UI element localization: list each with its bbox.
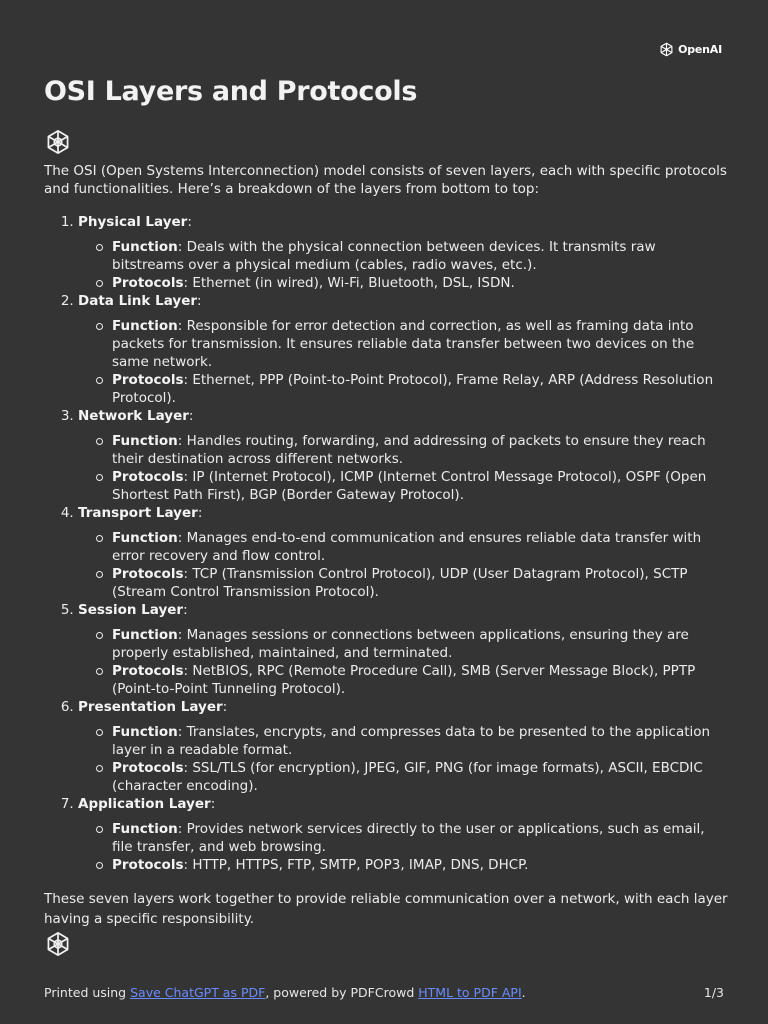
list-item: 4. Transport Layer: Function: Manages end-to-end communication and ensures reliable data transfer with error recovery and flow control. Protocols: TCP (Transmission Control Protocol), UDP (User Datagram Protocol), SCTP (Stream Control Transmission Protocol). <box>78 504 728 601</box>
function-item: Function: Deals with the physical connection between devices. It transmits raw bitstreams over a physical medium (cables, radio waves, etc.). <box>112 238 728 274</box>
layer-details <box>78 820 728 874</box>
layer-name: Data Link Layer <box>78 293 198 309</box>
list-item: 5. Session Layer: Function: Manages sessions or connections between applications, ensuring they are properly established, maintained, and terminated. Protocols: NetBIOS, RPC (Remote Procedure Call), SMB (Server Message Block), PPTP (Point-to-Point Tunneling Protocol). <box>78 601 728 698</box>
protocols-item: Protocols: IP (Internet Protocol), ICMP (Internet Control Message Protocol), OSPF (Open Shortest Path First), BGP (Border Gateway Protocol). <box>112 468 728 504</box>
list-item: 1. Physical Layer: Function: Deals with the physical connection between devices. It transmits raw bitstreams over a physical medium (cables, radio waves, etc.). Protocols: Ethernet (in wired), Wi-Fi, Bluetooth, DSL, ISDN. <box>78 213 728 292</box>
layer-details <box>78 432 728 504</box>
openai-brand <box>658 41 722 58</box>
list-item: 3. Network Layer: Function: Handles routing, forwarding, and addressing of packets to ensure they reach their destination across different networks. Protocols: IP (Internet Protocol), ICMP (Internet Control Message Protocol), OSPF (Open Shortest Path First), BGP (Border Gateway Protocol). <box>78 407 728 504</box>
openai-logo-icon <box>658 41 675 58</box>
chatgpt-avatar-icon <box>44 930 72 958</box>
layer-name: Transport Layer <box>78 505 198 521</box>
layer-name: Session Layer <box>78 602 184 618</box>
save-chatgpt-as-pdf-link[interactable]: Save ChatGPT as PDF <box>130 985 266 1000</box>
protocols-item: Protocols: Ethernet, PPP (Point-to-Point Protocol), Frame Relay, ARP (Address Resolution Protocol). <box>112 371 728 407</box>
page-number: 1/3 <box>703 985 724 1000</box>
closing-paragraph: These seven layers work together to provide reliable communication over a network, with each layer having a specific responsibility. <box>44 891 728 927</box>
protocols-item: Protocols: TCP (Transmission Control Protocol), UDP (User Datagram Protocol), SCTP (Stream Control Transmission Protocol). <box>112 565 728 601</box>
function-item: Function: Responsible for error detection and correction, as well as framing data into packets for transmission. It ensures reliable data transfer between two devices on the same network. <box>112 317 728 371</box>
layer-name: Physical Layer <box>78 214 188 230</box>
layer-details <box>78 238 728 292</box>
message-content <box>44 162 728 929</box>
brand-name: OpenAI <box>678 43 722 56</box>
layer-details <box>78 626 728 698</box>
layer-details <box>78 723 728 795</box>
protocols-item: Protocols: Ethernet (in wired), Wi-Fi, Bluetooth, DSL, ISDN. <box>112 274 728 292</box>
function-item: Function: Provides network services directly to the user or applications, such as email, file transfer, and web browsing. <box>112 820 728 856</box>
function-item: Function: Manages sessions or connections between applications, ensuring they are properly established, maintained, and terminated. <box>112 626 728 662</box>
layer-name: Network Layer <box>78 408 189 424</box>
osi-layer-list <box>44 213 728 874</box>
protocols-item: Protocols: NetBIOS, RPC (Remote Procedure Call), SMB (Server Message Block), PPTP (Point-to-Point Tunneling Protocol). <box>112 662 728 698</box>
footer-credit: Printed using Save ChatGPT as PDF, powered by PDFCrowd HTML to PDF API. <box>44 985 526 1000</box>
function-item: Function: Manages end-to-end communication and ensures reliable data transfer with error recovery and flow control. <box>112 529 728 565</box>
layer-details <box>78 317 728 407</box>
document-title: OSI Layers and Protocols <box>44 76 418 107</box>
layer-details <box>78 529 728 601</box>
function-item: Function: Translates, encrypts, and compresses data to be presented to the application layer in a readable format. <box>112 723 728 759</box>
layer-name: Presentation Layer <box>78 699 223 715</box>
protocols-item: Protocols: SSL/TLS (for encryption), JPEG, GIF, PNG (for image formats), ASCII, EBCDIC (character encoding). <box>112 759 728 795</box>
page-footer <box>44 985 724 1000</box>
list-item: 7. Application Layer: Function: Provides network services directly to the user or applications, such as email, file transfer, and web browsing. Protocols: HTTP, HTTPS, FTP, SMTP, POP3, IMAP, DNS, DHCP. <box>78 795 728 874</box>
list-item: 2. Data Link Layer: Function: Responsible for error detection and correction, as well as framing data into packets for transmission. It ensures reliable data transfer between two devices on the same network. Protocols: Ethernet, PPP (Point-to-Point Protocol), Frame Relay, ARP (Address Resolution Protocol). <box>78 292 728 407</box>
intro-paragraph: The OSI (Open Systems Interconnection) model consists of seven layers, each with specific protocols and functionalities. Here’s a breakdown of the layers from bottom to top: <box>44 163 727 197</box>
html-to-pdf-api-link[interactable]: HTML to PDF API <box>418 985 522 1000</box>
function-item: Function: Handles routing, forwarding, and addressing of packets to ensure they reach their destination across different networks. <box>112 432 728 468</box>
chatgpt-avatar-icon <box>44 128 72 156</box>
layer-name: Application Layer <box>78 796 211 812</box>
protocols-item: Protocols: HTTP, HTTPS, FTP, SMTP, POP3, IMAP, DNS, DHCP. <box>112 856 728 874</box>
list-item: 6. Presentation Layer: Function: Translates, encrypts, and compresses data to be presented to the application layer in a readable format. Protocols: SSL/TLS (for encryption), JPEG, GIF, PNG (for image formats), ASCII, EBCDIC (character encoding). <box>78 698 728 795</box>
